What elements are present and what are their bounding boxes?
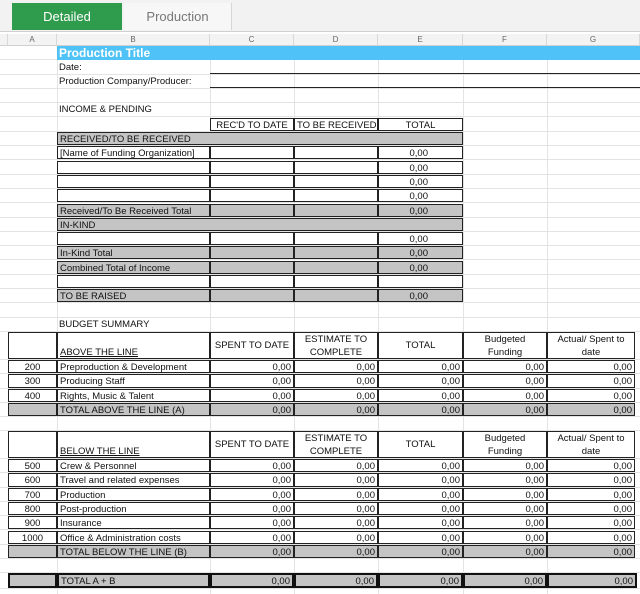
cell[interactable] <box>294 175 378 188</box>
budget-line-label[interactable]: Office & Administration costs <box>57 531 210 544</box>
table-row <box>0 275 640 289</box>
value-cell[interactable]: 0,00 <box>547 502 635 515</box>
funding-org-cell[interactable]: [Name of Funding Organization] <box>57 146 210 159</box>
value-cell[interactable]: 0,00 <box>294 389 378 402</box>
received-section-header[interactable]: RECEIVED/TO BE RECEIVED <box>57 132 463 145</box>
value-cell[interactable]: 0,00 <box>210 374 294 387</box>
table-row <box>0 118 640 132</box>
value-cell[interactable]: 0,00 <box>463 531 547 544</box>
table-row <box>0 488 640 502</box>
table-row <box>0 516 640 530</box>
header-total[interactable]: TOTAL <box>378 118 463 131</box>
value-cell[interactable]: 0,00 <box>463 516 547 529</box>
value-cell[interactable]: 0,00 <box>463 573 547 588</box>
budget-code[interactable]: 800 <box>8 502 57 515</box>
inkind-section-header[interactable]: IN-KIND <box>57 218 463 231</box>
cell[interactable] <box>8 332 57 359</box>
combined-total-label[interactable]: Combined Total of Income <box>57 261 210 274</box>
production-title[interactable]: Production Title <box>57 46 640 60</box>
value-cell[interactable]: 0,00 <box>294 545 378 558</box>
date-label[interactable]: Date: <box>59 62 82 73</box>
value-cell[interactable]: 0,00 <box>463 389 547 402</box>
column-header-corner[interactable] <box>0 34 8 46</box>
value-cell[interactable]: 0,00 <box>463 488 547 501</box>
total-cell[interactable]: 0,00 <box>378 161 463 174</box>
table-row <box>0 360 640 374</box>
table-row <box>0 246 640 260</box>
value-cell[interactable]: 0,00 <box>294 473 378 486</box>
column-header-a[interactable]: A <box>8 34 57 46</box>
value-cell[interactable]: 0,00 <box>294 502 378 515</box>
cell[interactable] <box>294 275 378 288</box>
header-estimate-line2: COMPLETE <box>309 347 363 358</box>
value-cell[interactable]: 0,00 <box>294 488 378 501</box>
header-budgeted-line2: Funding <box>487 446 523 457</box>
table-row <box>0 473 640 487</box>
value-cell[interactable]: 0,00 <box>294 516 378 529</box>
header-estimate-line1: ESTIMATE TO <box>304 433 368 444</box>
table-row <box>0 431 640 459</box>
cell[interactable] <box>210 161 294 174</box>
table-row <box>0 318 640 332</box>
table-row <box>0 289 640 303</box>
sheet-tab-bar <box>0 0 640 32</box>
value-cell[interactable]: 0,00 <box>463 473 547 486</box>
cell[interactable] <box>210 232 294 245</box>
value-cell[interactable]: 0,00 <box>294 459 378 472</box>
budget-code[interactable]: 500 <box>8 459 57 472</box>
value-cell[interactable]: 0,00 <box>547 516 635 529</box>
column-header-e[interactable]: E <box>378 34 463 46</box>
value-cell[interactable]: 0,00 <box>378 374 463 387</box>
value-cell[interactable]: 0,00 <box>210 545 294 558</box>
cell[interactable] <box>210 275 294 288</box>
budget-code[interactable]: 400 <box>8 389 57 402</box>
value-cell[interactable]: 0,00 <box>378 531 463 544</box>
value-cell[interactable]: 0,00 <box>210 473 294 486</box>
budget-code[interactable]: 700 <box>8 488 57 501</box>
header-actual-line2: date <box>581 446 601 457</box>
value-cell[interactable]: 0,00 <box>463 502 547 515</box>
header-estimate-line2: COMPLETE <box>309 446 363 457</box>
table-row <box>0 89 640 103</box>
budget-line-label[interactable]: Crew & Personnel <box>57 459 210 472</box>
value-cell[interactable]: 0,00 <box>294 573 378 588</box>
value-cell[interactable]: 0,00 <box>547 531 635 544</box>
cell[interactable] <box>210 261 294 274</box>
below-line-heading[interactable]: BELOW THE LINE <box>57 431 210 458</box>
table-row <box>0 132 640 146</box>
table-row <box>0 559 640 573</box>
value-cell[interactable]: 0,00 <box>378 459 463 472</box>
value-cell[interactable]: 0,00 <box>210 389 294 402</box>
table-row <box>0 261 640 275</box>
total-cell[interactable]: 0,00 <box>378 175 463 188</box>
value-cell[interactable]: 0,00 <box>378 403 463 416</box>
value-cell[interactable]: 0,00 <box>547 573 637 588</box>
company-field[interactable] <box>210 75 640 88</box>
value-cell[interactable]: 0,00 <box>210 531 294 544</box>
table-row <box>0 304 640 318</box>
table-row <box>0 417 640 431</box>
table-row <box>0 232 640 246</box>
total-cell[interactable]: 0,00 <box>378 189 463 202</box>
budget-code[interactable]: 200 <box>8 360 57 373</box>
header-actual-spent[interactable] <box>547 431 635 458</box>
header-budgeted-funding[interactable] <box>463 332 547 359</box>
cell[interactable] <box>57 189 210 202</box>
value-cell[interactable]: 0,00 <box>210 516 294 529</box>
table-row <box>0 146 640 160</box>
value-cell[interactable]: 0,00 <box>378 573 463 588</box>
table-row <box>0 103 640 117</box>
cell[interactable] <box>57 175 210 188</box>
table-row <box>0 389 640 403</box>
value-cell[interactable]: 0,00 <box>463 403 547 416</box>
value-cell[interactable]: 0,00 <box>547 403 635 416</box>
table-row <box>0 374 640 388</box>
received-total-label[interactable]: Received/To Be Received Total <box>57 204 210 217</box>
value-cell[interactable]: 0,00 <box>547 459 635 472</box>
cell[interactable] <box>8 545 57 558</box>
value-cell[interactable]: 0,00 <box>210 360 294 373</box>
header-actual-line2: date <box>581 347 601 358</box>
value-cell[interactable]: 0,00 <box>463 545 547 558</box>
value-cell[interactable]: 0,00 <box>378 473 463 486</box>
value-cell[interactable]: 0,00 <box>378 516 463 529</box>
cell[interactable] <box>294 204 378 217</box>
value-cell[interactable]: 0,00 <box>378 389 463 402</box>
combined-total-value[interactable]: 0,00 <box>378 261 463 274</box>
value-cell[interactable]: 0,00 <box>547 488 635 501</box>
header-actual-line1: Actual/ Spent to <box>557 433 625 444</box>
inkind-total-value[interactable]: 0,00 <box>378 246 463 259</box>
cell[interactable] <box>294 161 378 174</box>
budget-line-label[interactable]: Production <box>57 488 210 501</box>
cell[interactable] <box>378 275 463 288</box>
table-row <box>0 189 640 203</box>
value-cell[interactable]: 0,00 <box>547 389 635 402</box>
header-estimate[interactable] <box>294 431 378 458</box>
budget-line-label[interactable]: Preproduction & Development <box>57 360 210 373</box>
value-cell[interactable]: 0,00 <box>210 488 294 501</box>
budget-code[interactable]: 900 <box>8 516 57 529</box>
value-cell[interactable]: 0,00 <box>210 403 294 416</box>
value-cell[interactable]: 0,00 <box>294 360 378 373</box>
header-budgeted-funding[interactable] <box>463 431 547 458</box>
header-budgeted-line1: Budgeted <box>484 334 526 345</box>
table-row <box>0 573 640 589</box>
total-ab-label[interactable]: TOTAL A + B <box>57 573 210 588</box>
cell[interactable] <box>8 573 57 588</box>
budget-line-label[interactable]: Producing Staff <box>57 374 210 387</box>
cell[interactable] <box>57 232 210 245</box>
column-header-f[interactable]: F <box>463 34 547 46</box>
value-cell[interactable]: 0,00 <box>463 360 547 373</box>
company-label[interactable]: Production Company/Producer: <box>59 76 192 87</box>
table-row <box>0 545 640 559</box>
value-cell[interactable]: 0,00 <box>210 573 294 588</box>
value-cell[interactable]: 0,00 <box>294 403 378 416</box>
value-cell[interactable]: 0,00 <box>210 502 294 515</box>
cell[interactable] <box>294 261 378 274</box>
cell[interactable] <box>294 246 378 259</box>
table-row <box>0 332 640 360</box>
value-cell[interactable]: 0,00 <box>294 374 378 387</box>
header-total[interactable]: TOTAL <box>378 332 463 359</box>
budget-line-label[interactable]: Post-production <box>57 502 210 515</box>
value-cell[interactable]: 0,00 <box>463 459 547 472</box>
budget-code[interactable]: 600 <box>8 473 57 486</box>
table-row <box>0 403 640 417</box>
table-row <box>0 175 640 189</box>
total-above-label[interactable]: TOTAL ABOVE THE LINE (A) <box>57 403 210 416</box>
table-row <box>0 218 640 232</box>
total-cell[interactable]: 0,00 <box>378 146 463 159</box>
value-cell[interactable]: 0,00 <box>547 473 635 486</box>
above-line-heading[interactable]: ABOVE THE LINE <box>57 332 210 359</box>
cell[interactable] <box>210 189 294 202</box>
budget-code[interactable]: 1000 <box>8 531 57 544</box>
value-cell[interactable]: 0,00 <box>547 360 635 373</box>
column-header-b[interactable]: B <box>57 34 210 46</box>
column-header-d[interactable]: D <box>294 34 378 46</box>
value-cell[interactable]: 0,00 <box>378 502 463 515</box>
cell[interactable] <box>210 246 294 259</box>
cell[interactable] <box>294 189 378 202</box>
inkind-total-label[interactable]: In-Kind Total <box>57 246 210 259</box>
cell[interactable] <box>210 204 294 217</box>
header-spent-to-date[interactable]: SPENT TO DATE <box>210 431 294 458</box>
column-header-g[interactable]: G <box>547 34 640 46</box>
date-field[interactable] <box>210 61 640 74</box>
cell[interactable] <box>8 431 57 458</box>
value-cell[interactable]: 0,00 <box>378 545 463 558</box>
table-row <box>0 502 640 516</box>
table-row <box>0 531 640 545</box>
received-total-value[interactable]: 0,00 <box>378 204 463 217</box>
value-cell[interactable]: 0,00 <box>378 360 463 373</box>
value-cell[interactable]: 0,00 <box>463 374 547 387</box>
total-cell[interactable]: 0,00 <box>378 232 463 245</box>
budget-summary-heading[interactable]: BUDGET SUMMARY <box>59 319 150 330</box>
header-estimate[interactable] <box>294 332 378 359</box>
cell[interactable] <box>294 146 378 159</box>
cell[interactable] <box>210 175 294 188</box>
table-row <box>0 204 640 218</box>
table-row <box>0 161 640 175</box>
value-cell[interactable]: 0,00 <box>210 459 294 472</box>
total-below-label[interactable]: TOTAL BELOW THE LINE (B) <box>57 545 210 558</box>
header-recd-to-date[interactable]: REC'D TO DATE <box>210 118 294 131</box>
header-to-be-received[interactable]: TO BE RECEIVED <box>294 118 378 131</box>
cell[interactable] <box>57 161 210 174</box>
header-actual-line1: Actual/ Spent to <box>557 334 625 345</box>
header-budgeted-line1: Budgeted <box>484 433 526 444</box>
value-cell[interactable]: 0,00 <box>378 488 463 501</box>
cell[interactable] <box>294 289 378 302</box>
budget-code[interactable]: 300 <box>8 374 57 387</box>
budget-line-label[interactable]: Rights, Music & Talent <box>57 389 210 402</box>
tab-detailed[interactable]: Detailed <box>12 3 122 30</box>
income-heading[interactable]: INCOME & PENDING <box>59 104 152 115</box>
table-row <box>0 459 640 473</box>
header-total[interactable]: TOTAL <box>378 431 463 458</box>
value-cell[interactable]: 0,00 <box>547 545 635 558</box>
budget-line-label[interactable]: Insurance <box>57 516 210 529</box>
column-header-c[interactable]: C <box>210 34 294 46</box>
tab-production[interactable]: Production <box>124 3 232 30</box>
header-estimate-line1: ESTIMATE TO <box>304 334 368 345</box>
to-be-raised-label[interactable]: TO BE RAISED <box>57 289 210 302</box>
value-cell[interactable]: 0,00 <box>547 374 635 387</box>
cell[interactable] <box>57 275 210 288</box>
cell[interactable] <box>210 289 294 302</box>
to-be-raised-value[interactable]: 0,00 <box>378 289 463 302</box>
cell[interactable] <box>210 146 294 159</box>
cell[interactable] <box>8 403 57 416</box>
table-row <box>0 61 640 75</box>
value-cell[interactable]: 0,00 <box>294 531 378 544</box>
header-actual-spent[interactable] <box>547 332 635 359</box>
table-row <box>0 75 640 89</box>
budget-line-label[interactable]: Travel and related expenses <box>57 473 210 486</box>
header-spent-to-date[interactable]: SPENT TO DATE <box>210 332 294 359</box>
cell[interactable] <box>294 232 378 245</box>
header-budgeted-line2: Funding <box>487 347 523 358</box>
table-row <box>0 46 640 60</box>
